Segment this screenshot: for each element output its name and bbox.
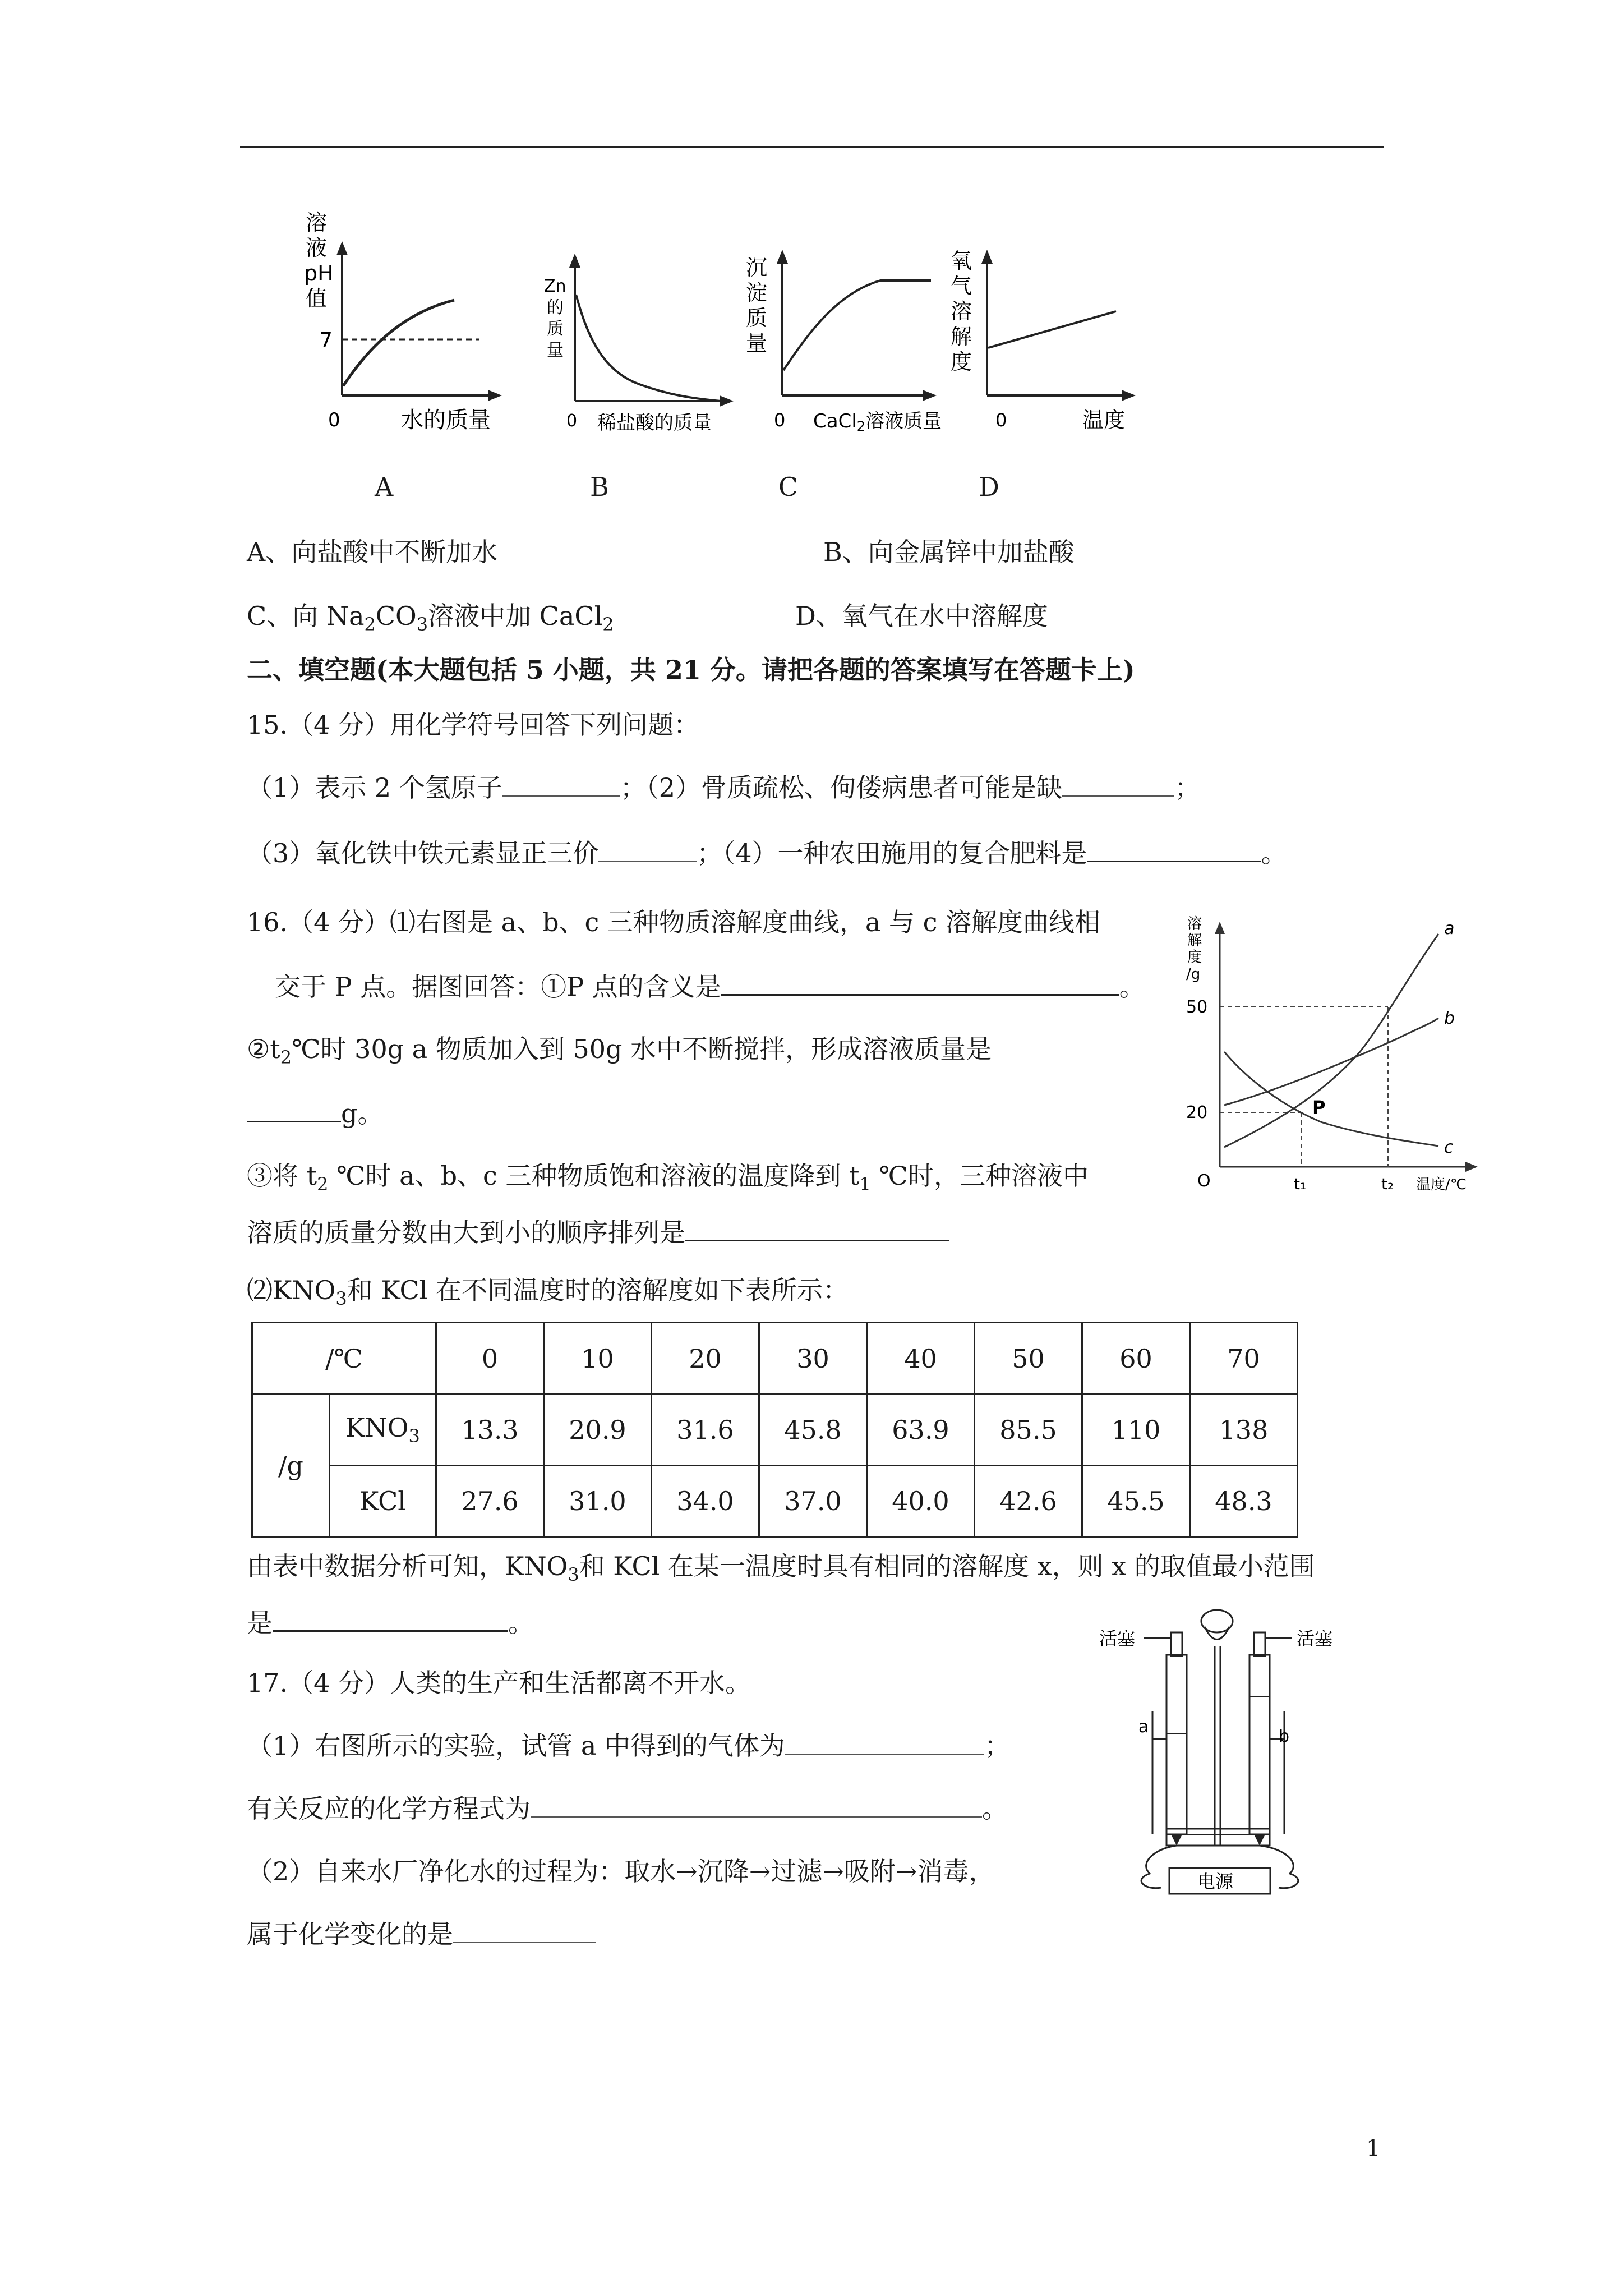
q15-blank1[interactable] — [502, 771, 620, 797]
table-cell: 42.6 — [975, 1466, 1082, 1537]
table-kno3-label: $KNO_3$ — [330, 1395, 436, 1466]
point-p-label: P — [1312, 1097, 1326, 1118]
q16-blank3[interactable] — [685, 1215, 949, 1241]
table-cell: 138 — [1190, 1395, 1298, 1466]
q15-line1: （1）表示 2 个氢原子 ；（2）骨质疏松、佝偻病患者可能是缺 ； — [247, 771, 1200, 804]
option-d: D、氧气在水中溶解度 — [795, 601, 1048, 631]
sol-ylabel-2: 解 — [1187, 932, 1202, 949]
q16-line5: ③将 $t_2$ ℃时 a、b、c 三种物质饱和溶液的温度降到 $t_1$ ℃时，三种溶液中 — [247, 1161, 1089, 1195]
sol-ytick-50: 50 — [1186, 997, 1208, 1017]
table-cell: 0 — [436, 1323, 544, 1395]
table-cell: 45.5 — [1082, 1466, 1190, 1537]
chart-b-ylabel-2: 的 — [547, 298, 564, 318]
q16-line1: 16.（4 分）⑴右图是 a、b、c 三种物质溶解度曲线，a 与 c 溶解度曲线相 — [247, 907, 1100, 937]
chart-c-origin: 0 — [774, 409, 786, 431]
chart-a-ylabel-4: 值 — [306, 286, 328, 311]
chart-c-ylabel-1: 沉 — [746, 255, 768, 280]
chart-d-ylabel-4: 解 — [951, 324, 972, 349]
chart-d-origin: 0 — [995, 409, 1007, 431]
chart-d-ylabel-2: 气 — [951, 274, 972, 298]
chart-b — [544, 254, 734, 434]
q15-title: 15.（4 分）用化学符号回答下列问题： — [247, 710, 700, 740]
table-cell: 50 — [975, 1323, 1082, 1395]
q17-line2: 有关反应的化学方程式为 。 — [247, 1792, 1008, 1825]
page-number: 1 — [1366, 2136, 1381, 2161]
q15-blank2[interactable] — [1062, 771, 1174, 797]
q15-line2: （3）氧化铁中铁元素显正三价 ；（4）一种农田施用的复合肥料是 。 — [247, 836, 1287, 870]
table-cell: 20.9 — [544, 1395, 652, 1466]
chart-d-ylabel-1: 氧 — [951, 249, 972, 273]
q17-blank3[interactable] — [453, 1917, 596, 1943]
q15-blank4[interactable] — [1087, 836, 1261, 862]
table-cell: 40.0 — [867, 1466, 975, 1537]
table-cell: 34.0 — [652, 1466, 759, 1537]
chart-b-ylabel-1: Zn — [544, 277, 566, 296]
q17-line4: 属于化学变化的是 — [247, 1917, 596, 1951]
chart-b-ylabel-4: 量 — [547, 341, 564, 360]
curve-a-label: a — [1444, 919, 1455, 938]
table-cell: 13.3 — [436, 1395, 544, 1466]
valve-right-label: 活塞 — [1297, 1628, 1333, 1649]
q16-line7: $⑵KNO_3$和 KCl 在不同温度时的溶解度如下表所示： — [247, 1275, 849, 1310]
section2-title: 二、填空题(本大题包括 5 小题，共 21 分。请把各题的答案填写在答题卡上) — [247, 655, 1135, 685]
table-cell: 20 — [652, 1323, 759, 1395]
chart-d — [951, 249, 1136, 432]
q16-line8: 由表中数据分析可知，$KNO_3$和 KCl 在某一温度时具有相同的溶解度 x，则 x 的取值最小范围 — [247, 1551, 1315, 1586]
table-cell: 110 — [1082, 1395, 1190, 1466]
chart-c-xlabel: CaCl2溶液质量 — [813, 410, 942, 434]
q17-line1: （1）右图所示的实验，试管 a 中得到的气体为 ； — [247, 1729, 1010, 1763]
chart-a-ylabel-2: 液 — [306, 236, 328, 260]
chart-a-ylabel-3: pH — [304, 261, 334, 286]
chart-d-label: D — [979, 472, 999, 502]
solubility-chart — [1175, 912, 1489, 1209]
table-row — [252, 1395, 1298, 1466]
curve-c-label: c — [1444, 1138, 1454, 1157]
table-cell: 63.9 — [867, 1395, 975, 1466]
table-cell: 45.8 — [759, 1395, 867, 1466]
sol-ylabel-3: 度 — [1187, 949, 1202, 966]
chart-a-label: A — [375, 472, 394, 502]
table-cell: 85.5 — [975, 1395, 1082, 1466]
chart-c-label: C — [778, 472, 799, 502]
sol-ylabel-4: /g — [1186, 966, 1201, 983]
q16-blank2[interactable] — [247, 1096, 341, 1122]
chart-d-ylabel-5: 度 — [951, 349, 972, 374]
curve-b-label: b — [1444, 1009, 1455, 1028]
table-temp-header: /℃ — [252, 1323, 436, 1395]
q15-blank3[interactable] — [598, 836, 697, 862]
table-row — [252, 1466, 1298, 1537]
chart-b-ylabel-3: 质 — [547, 319, 564, 339]
table-cell: 31.0 — [544, 1466, 652, 1537]
chart-d-ylabel-3: 溶 — [951, 299, 972, 324]
q16-line2: 交于 P 点。据图回答：①P 点的含义是 。 — [275, 969, 1145, 1004]
table-row — [252, 1323, 1298, 1395]
q17-blank1[interactable] — [785, 1729, 984, 1755]
table-cell: 40 — [867, 1323, 975, 1395]
table-cell: 27.6 — [436, 1466, 544, 1537]
sol-origin: O — [1197, 1171, 1211, 1191]
chart-a — [304, 210, 502, 433]
solubility-table — [251, 1322, 1298, 1538]
chart-c-ylabel-4: 量 — [746, 331, 768, 356]
q17-line3: （2）自来水厂净化水的过程为：取水→沉降→过滤→吸附→消毒， — [247, 1856, 995, 1887]
table-kcl-label: KCl — [330, 1466, 436, 1537]
table-unit: /g — [252, 1395, 330, 1537]
chart-b-origin: 0 — [566, 411, 578, 431]
table-cell: 31.6 — [652, 1395, 759, 1466]
q16-blank1[interactable] — [721, 969, 1119, 996]
chart-c-ylabel-3: 质 — [746, 306, 768, 330]
sol-xtick-t1: t₁ — [1294, 1175, 1307, 1193]
q16-line4: g。 — [247, 1096, 383, 1130]
table-cell: 30 — [759, 1323, 867, 1395]
chart-c — [746, 250, 942, 434]
tube-b-label: b — [1279, 1727, 1290, 1746]
electrolysis-apparatus — [1099, 1599, 1413, 1896]
header-rule — [240, 146, 1384, 148]
sol-ytick-20: 20 — [1186, 1103, 1208, 1122]
q17-blank2[interactable] — [531, 1792, 982, 1818]
chart-d-xlabel: 温度 — [1082, 408, 1126, 432]
option-b: B、向金属锌中加盐酸 — [823, 537, 1075, 567]
valve-left-label: 活塞 — [1099, 1628, 1136, 1649]
chart-a-ylabel-1: 溶 — [306, 210, 328, 235]
tube-a-label: a — [1138, 1717, 1149, 1737]
q16-line3: $②t_2℃$时 30g a 物质加入到 50g 水中不断搅拌，形成溶液质量是 — [247, 1034, 992, 1069]
chart-b-xlabel: 稀盐酸的质量 — [597, 412, 712, 434]
sol-xtick-t2: t₂ — [1381, 1175, 1394, 1193]
power-label: 电源 — [1197, 1871, 1234, 1892]
chart-b-label: B — [590, 472, 609, 502]
mini-charts — [280, 202, 1155, 449]
table-cell: 37.0 — [759, 1466, 867, 1537]
q17-title: 17.（4 分）人类的生产和生活都离不开水。 — [247, 1668, 751, 1698]
table-cell: 60 — [1082, 1323, 1190, 1395]
sol-ylabel-1: 溶 — [1187, 915, 1202, 932]
sol-xlabel: 温度/℃ — [1416, 1176, 1467, 1193]
table-cell: 10 — [544, 1323, 652, 1395]
q16-line9: 是 。 — [247, 1605, 534, 1640]
chart-a-ytick: 7 — [320, 329, 333, 352]
chart-c-ylabel-2: 淀 — [746, 280, 768, 305]
table-cell: 48.3 — [1190, 1466, 1298, 1537]
option-c: C、向 $Na_2CO_3$溶液中加 CaCl$_2$ — [247, 601, 614, 636]
table-cell: 70 — [1190, 1323, 1298, 1395]
q16-blank4[interactable] — [273, 1605, 508, 1632]
option-a: A、向盐酸中不断加水 — [247, 537, 498, 567]
q16-line6: 溶质的质量分数由大到小的顺序排列是 — [247, 1215, 949, 1249]
chart-a-xlabel: 水的质量 — [401, 407, 491, 433]
chart-a-origin: 0 — [328, 409, 340, 431]
